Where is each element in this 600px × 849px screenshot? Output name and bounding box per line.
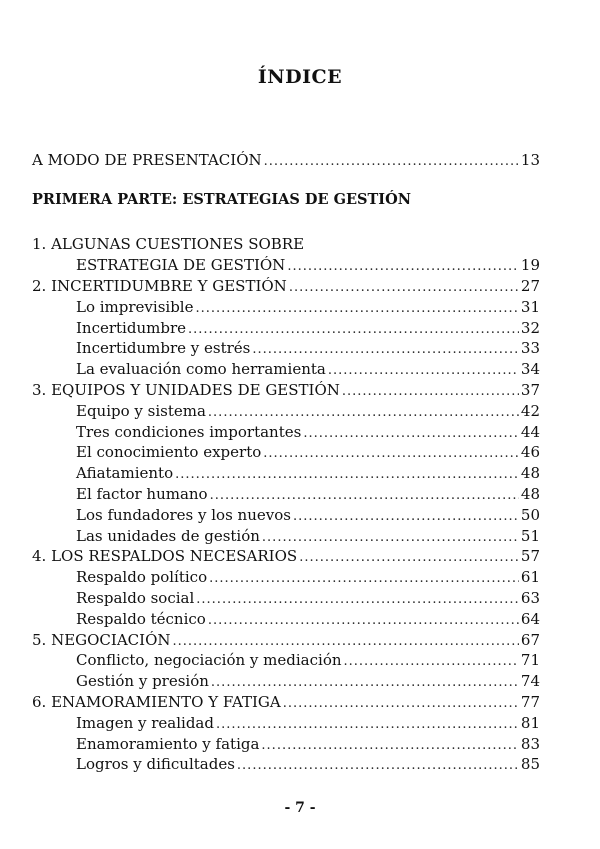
toc-entry (32, 546, 540, 568)
toc-entry-chapter1 (76, 255, 540, 277)
toc-entry-label: Incertidumbre y estrés (76, 339, 251, 358)
dot-leader (195, 299, 518, 319)
toc-entry-label: A MODO DE PRESENTACIÓN (32, 151, 262, 169)
dot-leader (303, 424, 519, 444)
toc-entry-page: 32 (520, 318, 540, 337)
dot-leader (209, 569, 519, 589)
toc-entry-page: 71 (520, 651, 540, 670)
dot-leader (175, 465, 519, 485)
toc-entry (76, 297, 540, 319)
toc-entry-page: 31 (520, 297, 540, 316)
toc-entry-page: 48 (520, 485, 540, 503)
toc-chapter1-line1: 1. ALGUNAS CUESTIONES SOBRE (32, 235, 305, 253)
toc-entry-label: Afiatamiento (76, 464, 174, 483)
dot-leader (344, 652, 519, 672)
toc-entry-page: 61 (520, 568, 540, 587)
toc-entry-label: Respaldo técnico (76, 609, 206, 628)
toc-entry-label: Tres condiciones importantes (76, 422, 302, 441)
toc-entry-page: 34 (520, 360, 540, 379)
toc-entry (76, 588, 540, 610)
toc-entry-label: El factor humano (76, 485, 208, 503)
toc-entry-presentation (32, 150, 540, 172)
toc-entry-label: Conflicto, negociación y mediación (76, 651, 342, 670)
toc-entry (76, 484, 540, 506)
toc-entry-label: Incertidumbre (76, 318, 186, 337)
toc-entry-label: 4. LOS RESPALDOS NECESARIOS (32, 547, 298, 566)
toc-entry (32, 630, 540, 652)
toc-entry-label: Lo imprevisible (76, 297, 194, 316)
page-number: - 7 - (284, 800, 316, 816)
toc-entry (76, 318, 540, 340)
toc-entry-label: Respaldo político (76, 568, 208, 587)
toc-entry (76, 734, 540, 756)
toc-entry-label: ESTRATEGIA DE GESTIÓN (76, 256, 286, 274)
dot-leader (342, 382, 519, 402)
toc-entry-page: 48 (520, 464, 540, 483)
toc-entry-label: Los fundadores y los nuevos (76, 505, 291, 524)
toc-entry-page: 50 (520, 505, 540, 524)
dot-leader (328, 361, 519, 381)
dot-leader (188, 320, 519, 340)
dot-leader (196, 590, 519, 610)
dot-leader (264, 152, 519, 172)
toc-entry (76, 609, 540, 631)
part-heading: PRIMERA PARTE: ESTRATEGIAS DE GESTIÓN (32, 191, 411, 208)
dot-leader (208, 403, 519, 423)
dot-leader (208, 611, 519, 631)
dot-leader (299, 548, 519, 568)
toc-entry-page: 19 (520, 256, 540, 274)
toc-entry-page: 83 (520, 734, 540, 753)
dot-leader (262, 528, 519, 548)
dot-leader (287, 257, 519, 277)
toc-entry (76, 567, 540, 589)
toc-entry-page: 63 (520, 589, 540, 607)
page-title: ÍNDICE (257, 66, 343, 88)
toc-entry-label: 6. ENAMORAMIENTO Y FATIGA (32, 693, 281, 711)
toc-entry (76, 713, 540, 735)
toc-entry (32, 276, 540, 298)
toc-entry-page: 33 (520, 339, 540, 358)
toc-entry-label: Gestión y presión (76, 672, 209, 691)
toc-entry (76, 422, 540, 444)
toc-entry-page: 13 (520, 151, 540, 169)
toc-entry (76, 338, 540, 360)
toc-entry-page: 74 (520, 672, 540, 691)
toc-entry-page: 46 (520, 443, 540, 462)
toc-entry (76, 401, 540, 423)
toc-entry-label: Imagen y realidad (76, 713, 214, 732)
toc-entry-label: La evaluación como herramienta (76, 360, 326, 379)
toc-entry-label: Enamoramiento y fatiga (76, 734, 260, 753)
dot-leader (289, 278, 519, 298)
toc-entry (76, 359, 540, 381)
dot-leader (210, 486, 519, 506)
dot-leader (261, 736, 518, 756)
dot-leader (216, 715, 519, 735)
toc-entry (76, 463, 540, 485)
dot-leader (283, 694, 519, 714)
toc-entry-page: 67 (520, 630, 540, 649)
toc-entry-label: El conocimiento experto (76, 443, 262, 462)
toc-entry-label: 3. EQUIPOS Y UNIDADES DE GESTIÓN (32, 381, 340, 399)
toc-entry-label: Respaldo social (76, 589, 195, 607)
toc-entry (32, 380, 540, 402)
dot-leader (237, 756, 519, 776)
toc-entry (76, 442, 540, 464)
dot-leader (173, 632, 519, 652)
toc-entry-page: 27 (520, 277, 540, 295)
dot-leader (263, 444, 519, 464)
toc-entry-page: 64 (520, 609, 540, 628)
toc-entry (76, 526, 540, 548)
toc-entry (76, 650, 540, 672)
toc-entry-page: 51 (520, 526, 540, 545)
toc-entry-page: 37 (520, 381, 540, 399)
toc-entry-page: 85 (520, 755, 540, 774)
toc-entry-label: Las unidades de gestión (76, 526, 260, 545)
toc-entry-label: Equipo y sistema (76, 401, 206, 420)
toc-entry-label: Logros y dificultades (76, 755, 235, 774)
dot-leader (211, 673, 519, 693)
toc-entry-label: 5. NEGOCIACIÓN (32, 630, 171, 649)
dot-leader (293, 507, 519, 527)
toc-entry-page: 44 (520, 422, 540, 441)
toc-entry-page: 42 (520, 401, 540, 420)
toc-entry (76, 754, 540, 776)
toc-entry (76, 671, 540, 693)
toc-entry (32, 692, 540, 714)
toc-entry-page: 77 (520, 693, 540, 711)
toc-entry-label: 2. INCERTIDUMBRE Y GESTIÓN (32, 277, 287, 295)
dot-leader (252, 340, 519, 360)
toc-entry-page: 81 (520, 713, 540, 732)
toc-entry-page: 57 (520, 547, 540, 566)
toc-entry (76, 505, 540, 527)
